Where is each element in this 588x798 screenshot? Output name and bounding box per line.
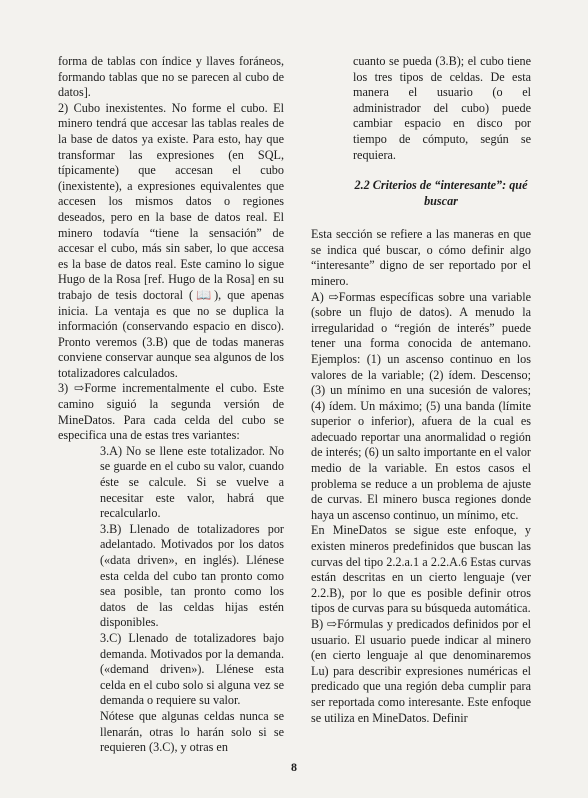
indented-paragraph: 3.C) Llenado de totalizadores bajo demanda. Motivados por la demanda. («demand driven»). Llénese esta celda en el cubo solo si alguna vez se demanda o requiere su valor. <box>100 630 284 708</box>
indented-paragraph: 3.B) Llenado de totalizadores por adelantado. Motivados por los datos («data driven», en inglés). Llénese esta celda del cubo tan pronto como sea posible, tan pronto como los datos de las celdas hijas estén disponibles. <box>100 521 284 630</box>
paragraph: A) ⇨Formas específicas sobre una variable (sobre un flujo de datos). A menudo la irregularidad o “región de interés” puede tener una forma conocida de antemano. Ejemplos: (1) un ascenso continuo en los valores de la variable; (2) ídem. Descenso; (3) un mínimo en una sucesión de valores; (4) ídem. Un máximo; (5) una banda (límite superior o inferior), afuera de la cual es adecuado reportar una anormalidad o región de interés; (6) un salto importante en el valor medio de la variable. En estos casos el problema se reduce a un problema de ajuste de curvas. El minero busca regiones donde haya un ascenso continuo, un mínimo, etc. <box>311 289 531 522</box>
section-heading: 2.2 Criterios de “interesante”: qué buscar <box>354 178 528 209</box>
paragraph: 3) ⇨Forme incrementalmente el cubo. Este camino siguió la segunda versión de MineDatos. Para cada celda del cubo se especifica una de estas tres variantes: <box>58 381 284 443</box>
indented-paragraph: 3.A) No se llene este totalizador. No se guarde en el cubo su valor, cuando éste se calcule. Si se vuelve a necesitar este valor, habrá que recalcularlo. <box>100 443 284 521</box>
left-column <box>58 54 284 756</box>
page-number: 8 <box>291 760 297 774</box>
indented-paragraph: Nótese que algunas celdas nunca se llenarán, otras lo harán solo si se requieren (3.C), y otras en <box>100 708 284 755</box>
paragraph: B) ⇨Fórmulas y predicados definidos por el usuario. El usuario puede indicar al minero (en cierto lenguaje al que denominaremos Lu) para describir expresiones numéricas el predicado que una región deba cumplir para ser reportada como interesante. Este enfoque se utiliza en MineDatos. Definir <box>311 617 531 725</box>
paragraph: En MineDatos se sigue este enfoque, y existen mineros predefinidos que buscan las curvas del tipo 2.2.a.1 a 2.2.A.6 Estas curvas están descritas en un cierto lenguaje (ver 2.2.B), por lo que es posible definir otros tipos de curvas para su búsqueda automática. <box>311 523 531 616</box>
right-column <box>311 54 531 726</box>
paragraph: Esta sección se refiere a las maneras en que se indica qué buscar, o cómo definir algo “interesante” digno de ser reportado por el minero. <box>311 227 531 288</box>
paragraph: 2) Cubo inexistentes. No forme el cubo. El minero tendrá que accesar las tablas reales de la base de datos ya existe. Para esto, hay que transformar las expresiones (en SQL, típicamente) que accesan el cubo (inexistente), a expresiones equivalentes que accesen los mismos datos o regiones deseados, pero en la base de datos real. El minero todavía “tiene la sensación” de accesar el cubo, más sin saber, lo que accesa es la base de datos real. Este camino lo sigue Hugo de la Rosa [ref. Hugo de la Rosa] en su trabajo de tesis doctoral (📖), que apenas inicia. La ventaja es que no se duplica la información (conservando espacio en disco). Pronto veremos (3.B) que de todas maneras conviene conservar aunque sea algunos de los totalizadores calculados. <box>58 100 284 380</box>
paragraph: forma de tablas con índice y llaves foráneos, formando tablas que no se parecen al cubo de datos]. <box>58 54 284 100</box>
indented-paragraph: cuanto se pueda (3.B); el cubo tiene los tres tipos de celdas. De esta manera el usuario (o el administrador del cubo) puede cambiar espacio en disco por tiempo de cómputo, según se requiera. <box>353 54 531 162</box>
